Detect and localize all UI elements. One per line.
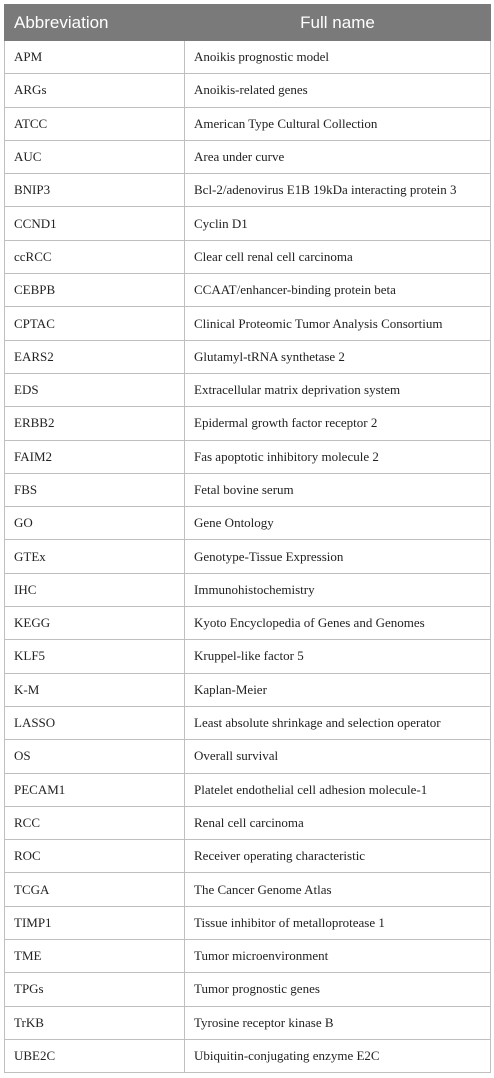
abbreviation-cell: TIMP1	[5, 906, 185, 939]
table-header	[5, 5, 491, 41]
table-row	[5, 1039, 491, 1072]
table-row	[5, 440, 491, 473]
full-name-cell: American Type Cultural Collection	[185, 107, 491, 140]
abbreviation-cell: PECAM1	[5, 773, 185, 806]
full-name-cell: Platelet endothelial cell adhesion molecule-1	[185, 773, 491, 806]
header-abbreviation: Abbreviation	[5, 5, 185, 41]
table-row	[5, 873, 491, 906]
abbreviation-cell: LASSO	[5, 706, 185, 739]
abbreviation-cell: CCND1	[5, 207, 185, 240]
table-row	[5, 107, 491, 140]
full-name-cell: Kruppel-like factor 5	[185, 640, 491, 673]
abbreviation-cell: AUC	[5, 140, 185, 173]
full-name-cell: Ubiquitin-conjugating enzyme E2C	[185, 1039, 491, 1072]
table-row	[5, 307, 491, 340]
abbreviation-cell: KEGG	[5, 607, 185, 640]
full-name-cell: Epidermal growth factor receptor 2	[185, 407, 491, 440]
abbreviation-cell: GTEx	[5, 540, 185, 573]
table-row	[5, 174, 491, 207]
abbreviation-table	[4, 4, 491, 1073]
full-name-cell: Clear cell renal cell carcinoma	[185, 240, 491, 273]
table-row	[5, 407, 491, 440]
full-name-cell: Cyclin D1	[185, 207, 491, 240]
table-row	[5, 573, 491, 606]
table-row	[5, 540, 491, 573]
table-body	[5, 41, 491, 1073]
table-row	[5, 673, 491, 706]
table-row	[5, 706, 491, 739]
full-name-cell: Anoikis-related genes	[185, 74, 491, 107]
abbreviation-cell: TME	[5, 940, 185, 973]
table-row	[5, 240, 491, 273]
full-name-cell: Area under curve	[185, 140, 491, 173]
full-name-cell: Tumor microenvironment	[185, 940, 491, 973]
full-name-cell: Bcl-2/adenovirus E1B 19kDa interacting protein 3	[185, 174, 491, 207]
abbreviation-cell: TCGA	[5, 873, 185, 906]
abbreviation-cell: FBS	[5, 473, 185, 506]
abbreviation-cell: ARGs	[5, 74, 185, 107]
abbreviation-cell: K-M	[5, 673, 185, 706]
abbreviation-cell: RCC	[5, 806, 185, 839]
full-name-cell: Tumor prognostic genes	[185, 973, 491, 1006]
table-row	[5, 1006, 491, 1039]
table-row	[5, 74, 491, 107]
full-name-cell: Immunohistochemistry	[185, 573, 491, 606]
table-row	[5, 274, 491, 307]
abbreviation-cell: ROC	[5, 840, 185, 873]
full-name-cell: Fas apoptotic inhibitory molecule 2	[185, 440, 491, 473]
full-name-cell: Extracellular matrix deprivation system	[185, 373, 491, 406]
full-name-cell: Tyrosine receptor kinase B	[185, 1006, 491, 1039]
table-row	[5, 207, 491, 240]
abbreviation-cell: UBE2C	[5, 1039, 185, 1072]
abbreviation-cell: CPTAC	[5, 307, 185, 340]
table-row	[5, 773, 491, 806]
table-row	[5, 607, 491, 640]
abbreviation-cell: ccRCC	[5, 240, 185, 273]
full-name-cell: Genotype-Tissue Expression	[185, 540, 491, 573]
table-row	[5, 473, 491, 506]
full-name-cell: Overall survival	[185, 740, 491, 773]
header-row	[5, 5, 491, 41]
abbreviation-cell: EDS	[5, 373, 185, 406]
table-row	[5, 973, 491, 1006]
full-name-cell: Gene Ontology	[185, 507, 491, 540]
abbreviation-cell: TrKB	[5, 1006, 185, 1039]
abbreviation-cell: IHC	[5, 573, 185, 606]
full-name-cell: Renal cell carcinoma	[185, 806, 491, 839]
abbreviation-cell: APM	[5, 41, 185, 74]
table-row	[5, 840, 491, 873]
full-name-cell: Tissue inhibitor of metalloprotease 1	[185, 906, 491, 939]
table-row	[5, 41, 491, 74]
table-row	[5, 806, 491, 839]
full-name-cell: Clinical Proteomic Tumor Analysis Consortium	[185, 307, 491, 340]
abbreviation-cell: EARS2	[5, 340, 185, 373]
table-row	[5, 340, 491, 373]
table-row	[5, 140, 491, 173]
full-name-cell: Receiver operating characteristic	[185, 840, 491, 873]
full-name-cell: Least absolute shrinkage and selection operator	[185, 706, 491, 739]
full-name-cell: CCAAT/enhancer-binding protein beta	[185, 274, 491, 307]
full-name-cell: Kyoto Encyclopedia of Genes and Genomes	[185, 607, 491, 640]
abbreviation-cell: KLF5	[5, 640, 185, 673]
abbreviation-cell: BNIP3	[5, 174, 185, 207]
table-row	[5, 940, 491, 973]
abbreviation-cell: ATCC	[5, 107, 185, 140]
abbreviation-cell: ERBB2	[5, 407, 185, 440]
full-name-cell: The Cancer Genome Atlas	[185, 873, 491, 906]
full-name-cell: Anoikis prognostic model	[185, 41, 491, 74]
table-row	[5, 507, 491, 540]
abbreviation-cell: TPGs	[5, 973, 185, 1006]
full-name-cell: Fetal bovine serum	[185, 473, 491, 506]
table-row	[5, 906, 491, 939]
abbreviation-cell: GO	[5, 507, 185, 540]
table-row	[5, 640, 491, 673]
table-row	[5, 740, 491, 773]
full-name-cell: Kaplan-Meier	[185, 673, 491, 706]
abbreviation-cell: FAIM2	[5, 440, 185, 473]
abbreviation-cell: CEBPB	[5, 274, 185, 307]
header-full-name: Full name	[185, 5, 491, 41]
abbreviation-cell: OS	[5, 740, 185, 773]
table-row	[5, 373, 491, 406]
full-name-cell: Glutamyl-tRNA synthetase 2	[185, 340, 491, 373]
